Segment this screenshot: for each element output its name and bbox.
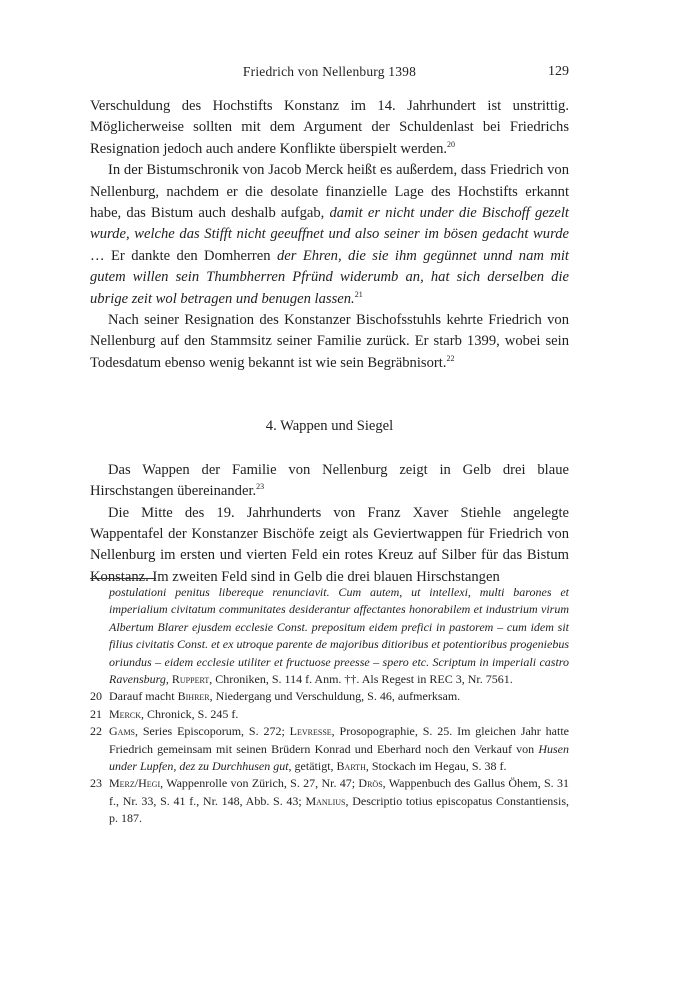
- author-name: Levresse: [289, 724, 332, 739]
- footnote-ref: 22: [446, 354, 455, 364]
- footnote-20: 20 Darauf macht Bihrer, Niedergang und Verschuldung, S. 46, aufmerksam.: [90, 688, 569, 705]
- paragraph: Verschuldung des Hochstifts Konstanz im 14. Jahrhundert ist unstrittig. Möglicherweise sollten mit dem Argument der Schuldenlast bei Friedrichs Resignation jedoch auch andere Konflikte überspielt werden.$^{20}$: [90, 98, 569, 157]
- quotation: Husen under Lupfen, dez zu Durchhusen gut: [109, 741, 569, 774]
- footnotes: [90, 584, 569, 828]
- author-name: Manlius: [305, 793, 346, 808]
- author-name: Merz/Hegi: [109, 776, 161, 791]
- main-text: [90, 96, 569, 588]
- quotation: damit er nicht under die Bischoff gezelt wurde, welche das Stifft nicht geeuffnet und also seiner im bösen gedacht wurde: [90, 205, 569, 243]
- footnote-continuation: postulationi penitus libereque renunciavit. Cum autem, ut intellexi, multi barones et imperialium civitatum communitates desiderantur affectantes honorabilem et industrium virum Albertum Blarer ejusdem ecclesie Const. prepositum eidem prefici in pastorem – cum idem sit filius civitatis Const. et ex utroque parente de majoribus ditioribus et potentioribus progeniebus oriundus – eidem ecclesie utiliter et fructuose preesse – spero etc. Scriptum in imperiali castro Ravensburg, Ruppert, Chroniken, S. 114 f. Anm. ††. Als Regest in REC 3, Nr. 7561.: [109, 585, 569, 687]
- footnote-number: 21: [90, 706, 102, 721]
- footnote-ref: 21: [354, 289, 363, 299]
- footnote-separator: [90, 578, 156, 579]
- footnote-23: 23 Merz/Hegi, Wappenrolle von Zürich, S. 27, Nr. 47; Drös, Wappenbuch des Gallus Öhem, S. 31 f., Nr. 33, S. 41 f., Nr. 148, Abb. S. 43; Manlius, Descriptio totius episcopatus Constantiensis, p. 187.: [90, 776, 569, 826]
- page-header: [90, 64, 569, 84]
- author-name: Gams: [109, 724, 136, 739]
- paragraph: Nach seiner Resignation des Konstanzer Bischofsstuhls kehrte Friedrich von Nellenburg auf den Stammsitz seiner Familie zurück. Er starb 1399, wobei sein Todesdatum ebenso wenig bekannt ist wie sein Begräbnisort.$^{22}$: [90, 312, 569, 371]
- paragraph: Das Wappen der Familie von Nellenburg zeigt in Gelb drei blaue Hirschstangen übereinander.$^{23}$: [90, 461, 569, 500]
- footnote-number: 20: [90, 689, 102, 704]
- page-number: 129: [548, 64, 569, 79]
- footnote-number: 23: [90, 776, 102, 791]
- paragraph: Die Mitte des 19. Jahrhunderts von Franz Xaver Stiehle angelegte Wappentafel der Konstanzer Bischöfe zeigt als Geviertwappen für Friedrich von Nellenburg im ersten und vierten Feld ein rotes Kreuz auf Silber für das Bistum Konstanz. Im zweiten Feld sind in Gelb die drei blauen Hirschstangen: [90, 504, 569, 585]
- author-name: Bihrer: [177, 689, 210, 704]
- author-name: Ruppert: [171, 672, 210, 687]
- running-title: Friedrich von Nellenburg 1398: [242, 64, 417, 79]
- author-name: Drös: [358, 776, 383, 791]
- footnote-number: 22: [90, 724, 102, 739]
- section-heading: 4. Wappen und Siegel: [265, 418, 394, 435]
- footnote-21: 21 Merck, Chronick, S. 245 f.: [90, 706, 569, 723]
- footnote-ref: 23: [256, 482, 265, 492]
- footnote-22: 22 Gams, Series Episcoporum, S. 272; Levresse, Prosopographie, S. 25. Im gleichen Jahr hatte Friedrich gemeinsam mit seinen Brüdern Konrad und Eberhard noch den Verkauf von Husen under Lupfen, dez zu Durchhusen gut, getätigt, Barth, Stockach im Hegau, S. 38 f.: [90, 724, 569, 774]
- author-name: Merck: [109, 706, 142, 721]
- quotation: der Ehren, die sie ihm gegünnet unnd nam mit gutem willen sein Thumbherren Pfründ widerumb an, hat sich derselben die ubrige zeit wol betragen und benugen lassen.: [90, 247, 569, 307]
- footnote-ref: 20: [447, 139, 456, 149]
- author-name: Barth: [336, 759, 366, 774]
- paragraph: In der Bistumschronik von Jacob Merck heißt es außerdem, dass Friedrich von Nellenburg, nachdem er die desolate finanzielle Lage des Hochstifts erkannt habe, das Bistum auch deshalb aufgab, damit er nicht under die Bischoff gezelt wurde, welche das Stifft nicht geeuffnet und also seiner im bösen gedacht wurde … Er dankte den Domherren der Ehren, die sie ihm gegünnet unnd nam mit gutem willen sein Thumbherren Pfründ widerumb an, hat sich derselben die ubrige zeit wol betragen und benugen lassen.$^{21}$: [90, 162, 569, 307]
